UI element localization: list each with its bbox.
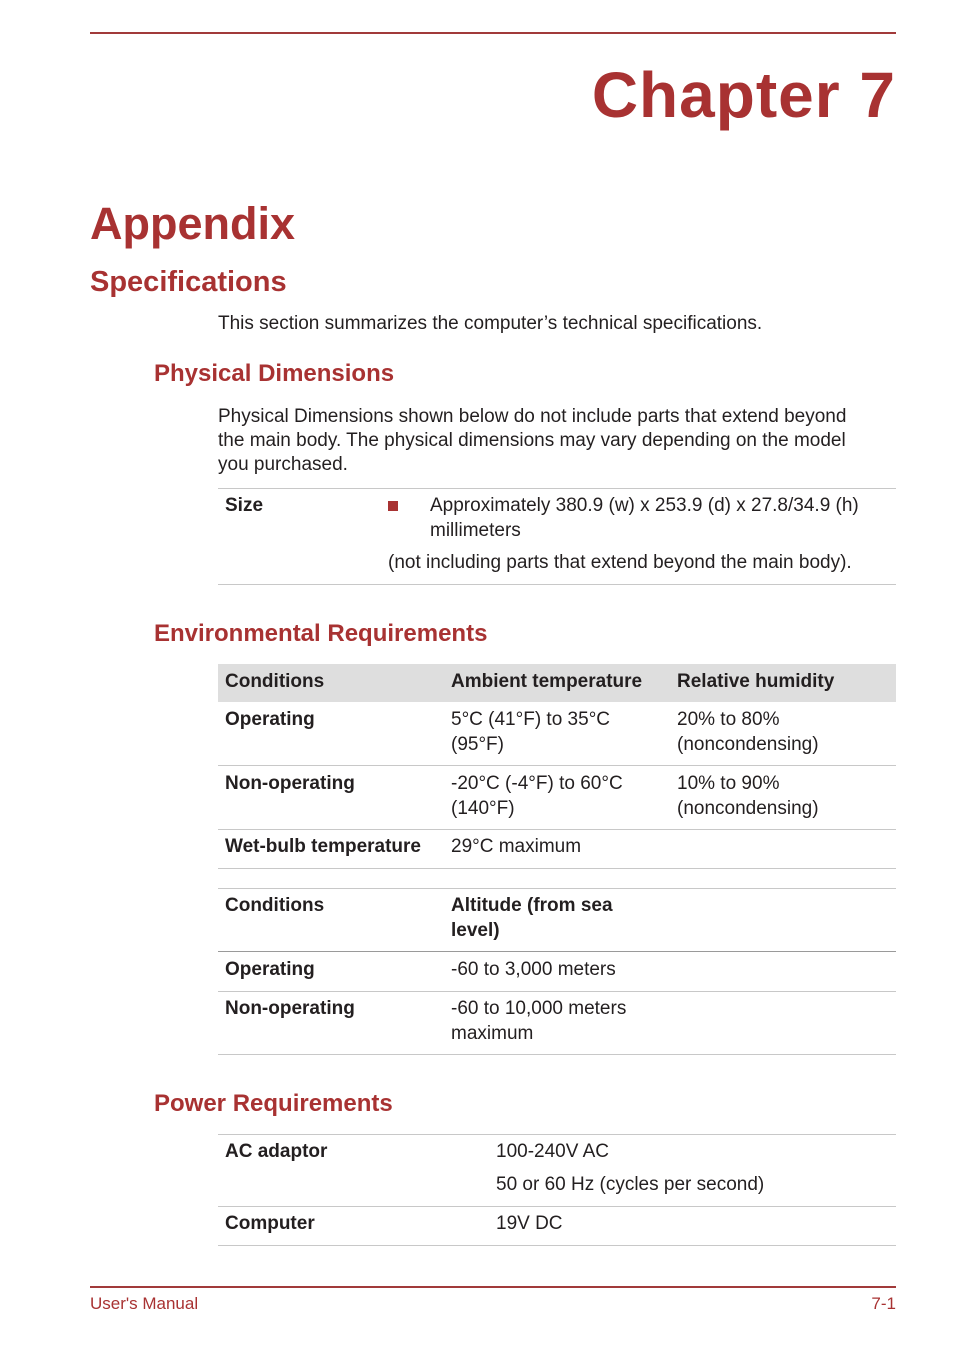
table-cell: 29°C maximum — [451, 836, 582, 857]
page-title: Appendix — [90, 198, 296, 249]
size-note: (not including parts that extend beyond the main body). — [388, 552, 852, 573]
table-row-label: Non-operating — [225, 998, 355, 1019]
size-value-line: millimeters — [430, 519, 521, 541]
environmental-heading: Environmental Requirements — [154, 620, 488, 647]
header-line: level) — [451, 919, 500, 941]
table-cell — [451, 997, 626, 1046]
table-rule — [218, 951, 896, 952]
table-rule — [218, 584, 896, 585]
column-header: Conditions — [225, 895, 325, 916]
size-label: Size — [225, 495, 264, 516]
physical-intro — [218, 405, 846, 477]
table-rule — [218, 488, 896, 489]
table-rule — [218, 1245, 896, 1246]
table-rule — [218, 991, 896, 992]
table-rule — [218, 765, 896, 766]
chapter-title: Chapter 7 — [591, 59, 896, 131]
table-row-label: Wet-bulb temperature — [225, 836, 422, 857]
cell-line: 5°C (41°F) to 35°C — [451, 709, 611, 730]
column-header — [451, 894, 613, 943]
cell-line: 20% to 80% — [677, 709, 780, 730]
physical-intro-line: you purchased. — [218, 454, 348, 475]
table-rule — [218, 888, 896, 889]
table-rule — [218, 1206, 896, 1207]
section-intro: This section summarizes the computer’s technical specifications. — [218, 313, 763, 334]
table-rule — [218, 868, 896, 869]
cell-line: (noncondensing) — [677, 733, 819, 755]
cell-line: maximum — [451, 1022, 534, 1044]
column-header: Ambient temperature — [451, 671, 643, 692]
table-row-label: AC adaptor — [225, 1141, 328, 1162]
cell-line: (noncondensing) — [677, 797, 819, 819]
table-cell: 50 or 60 Hz (cycles per second) — [496, 1174, 765, 1195]
bullet-icon — [388, 501, 398, 511]
table-row-label: Operating — [225, 709, 315, 730]
table-cell: 100-240V AC — [496, 1141, 610, 1162]
table-row-label: Operating — [225, 959, 315, 980]
table-rule — [218, 1134, 896, 1135]
footer-title: User's Manual — [90, 1294, 199, 1313]
physical-intro-line: the main body. The physical dimensions may vary depending on the model — [218, 430, 846, 451]
page-number: 7-1 — [871, 1294, 896, 1313]
cell-line: 10% to 90% — [677, 773, 780, 794]
physical-dimensions-heading: Physical Dimensions — [154, 360, 395, 387]
physical-intro-line: Physical Dimensions shown below do not include parts that extend beyond — [218, 406, 847, 427]
table-row-label: Computer — [225, 1213, 315, 1234]
cell-line: -60 to 10,000 meters — [451, 998, 627, 1019]
section-title: Specifications — [90, 266, 287, 298]
top-rule — [90, 32, 896, 34]
column-header: Relative humidity — [677, 671, 835, 692]
column-header: Conditions — [225, 671, 325, 692]
table-row-label: Non-operating — [225, 773, 355, 794]
header-line: Altitude (from sea — [451, 895, 613, 916]
cell-line: -20°C (-4°F) to 60°C — [451, 773, 623, 794]
cell-line: (140°F) — [451, 797, 515, 819]
table-rule — [218, 1054, 896, 1055]
footer-rule — [90, 1286, 896, 1288]
table-cell — [451, 708, 610, 757]
power-heading: Power Requirements — [154, 1090, 393, 1117]
table-cell: -60 to 3,000 meters — [451, 959, 616, 980]
table-rule — [218, 829, 896, 830]
table-cell — [677, 772, 819, 821]
table-cell — [677, 708, 819, 757]
table-cell: 19V DC — [496, 1213, 563, 1234]
cell-line: (95°F) — [451, 733, 504, 755]
size-value — [430, 494, 859, 543]
table-cell — [451, 772, 623, 821]
size-value-line: Approximately 380.9 (w) x 253.9 (d) x 27.8/34.9 (h) — [430, 495, 859, 516]
